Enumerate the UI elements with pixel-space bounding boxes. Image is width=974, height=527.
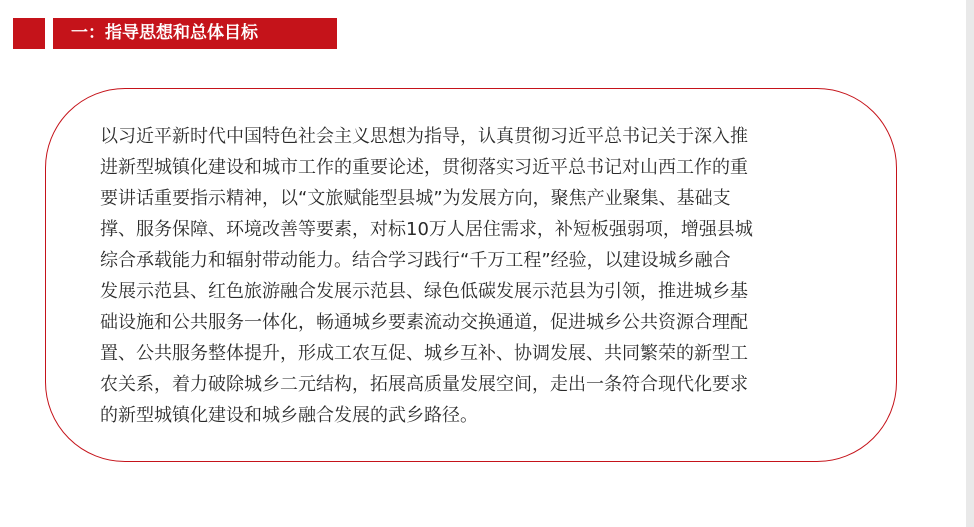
scrollbar-track[interactable] xyxy=(966,0,974,527)
section-heading: 一：指导思想和总体目标 xyxy=(53,18,337,49)
body-paragraph: 以习近平新时代中国特色社会主义思想为指导，认真贯彻习近平总书记关于深入推 进新型城镇化建设和城市工作的重要论述，贯彻落实习近平总书记对山西工作的重 要讲话重要指示精神，以“文旅赋能型县城”为发展方向，聚焦产业聚集、基础支 撑、服务保障、环境改善等要素，对标10万人居住需求，补短板强弱项，增强县城 综合承载能力和辐射带动能力。结合学习践行“千万工程”经验，以建设城乡融合 发展示范县、红色旅游融合发展示范县、绿色低碳发展示范县为引领，推进城乡基 础设施和公共服务一体化，畅通城乡要素流动交换通道，促进城乡公共资源合理配 置、公共服务整体提升，形成工农互促、城乡互补、协调发展、共同繁荣的新型工 农关系，着力破除城乡二元结构，拓展高质量发展空间，走出一条符合现代化要求 的新型城镇化建设和城乡融合发展的武乡路径。 xyxy=(100,126,753,426)
section-marker xyxy=(13,18,45,49)
